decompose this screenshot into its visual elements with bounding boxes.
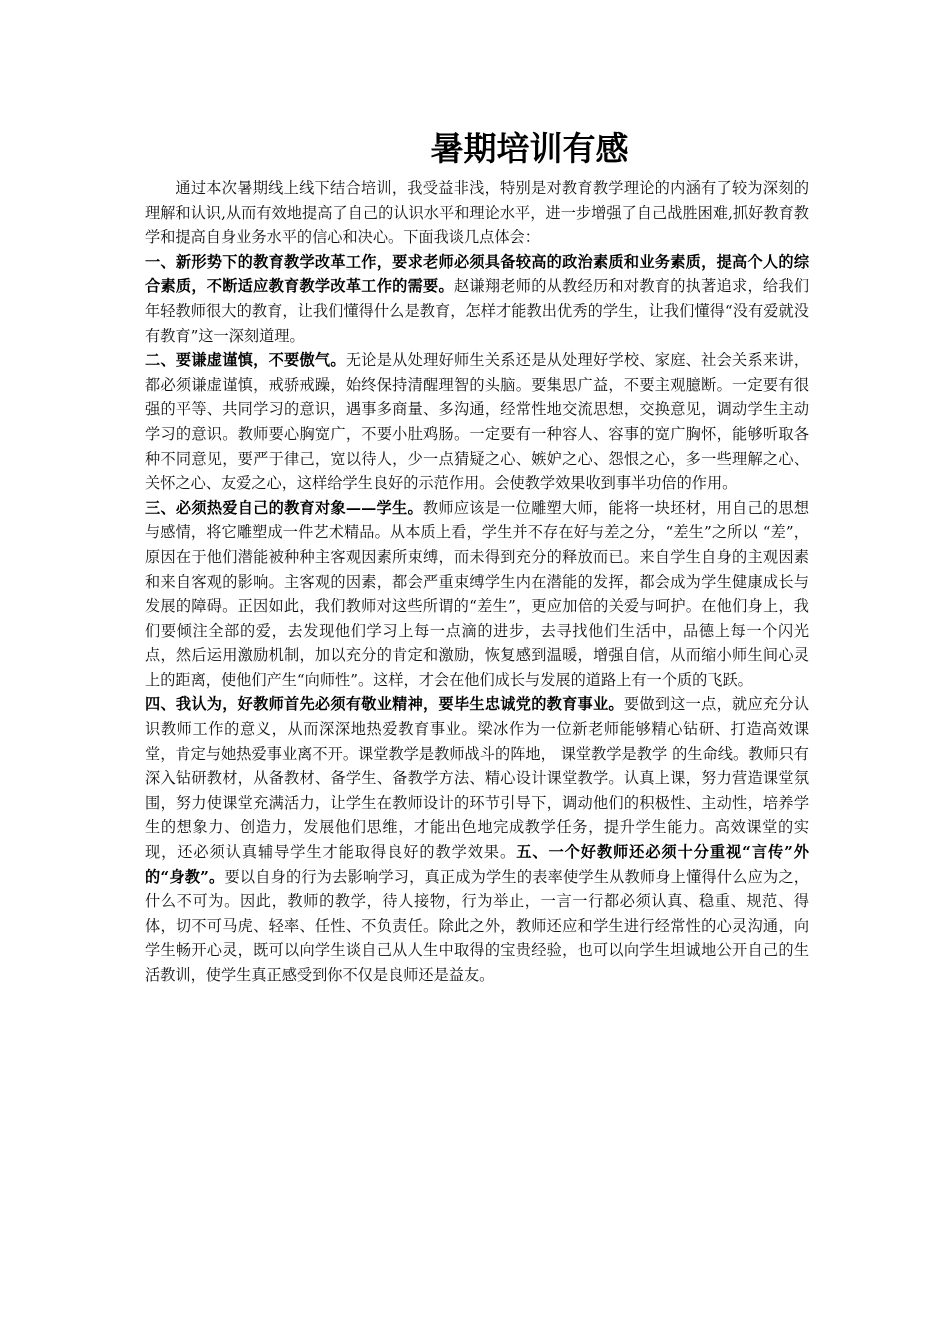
section-2-body: 无论是从处理好师生关系还是从处理好学校、家庭、社会关系来讲，都必须谦虚谨慎，戒骄戒躁，始终保持清醒理智的头脑。要集思广益，不要主观臆断。一定要有很强的平等、共同学习的意识，遇事多商量、多沟通，经常性地交流思想，交换意见，调动学生主动学习的意识。教师要心胸宽广，不要小肚鸡肠。一定要有一种容人、容事的宽广胸怀，能够听取各种不同意见，要严于律己，宽以待人，少一点猜疑之心、嫉妒之心、怨恨之心，多一些理解之心、关怀之心、友爱之心，这样给学生良好的示范作用。会使教学效果收到事半功倍的作用。	[145, 351, 810, 493]
section-5-body: 要以自身的行为去影响学习，真正成为学生的表率使学生从教师身上懂得什么应为之，什么不可为。因此，教师的教学，待人接物，行为举止，一言一行都必须认真、稳重、规范、得体，切不可马虎、轻率、任性、不负责任。除此之外，教师还应和学生进行经常性的心灵沟通，向学生畅开心灵，既可以向学生谈自己从人生中取得的宝贵经验，也可以向学生坦诚地公开自己的生活教训，使学生真正感受到你不仅是良师还是益友。	[145, 867, 809, 984]
section-1-body: 赵谦翔老师的从教经历和对教育的执著追求，给我们年轻教师很大的教育，让我们懂得什么是教育，怎样才能教出优秀的学生，让我们懂得“没有爱就没有教育”这一深刻道理。	[145, 277, 810, 345]
section-3-body: 教师应该是一位雕塑大师，能将一块坯材，用自己的思想与感情，将它雕塑成一件艺术精品。从本质上看，学生并不存在好与差之分，“差生”之所以 “差”，原因在于他们潜能被种种主客观因素所束缚，而未得到充分的释放而已。来自学生自身的主观因素和来自客观的影响。主客观的因素，都会严重束缚学生内在潜能的发挥，都会成为学生健康成长与发展的障碍。正因如此，我们教师对这些所谓的“差生”，更应加倍的关爱与呵护。在他们身上，我们要倾注全部的爱，去发现他们学习上每一点滴的进步，去寻找他们生活中，品德上每一个闪光点，然后运用激励机制，加以充分的肯定和激励，恢复感到温暖，增强自信，从而缩小师生间心灵上的距离，使他们产生“向师性”。这样，才会在他们成长与发展的道路上有一个质的飞跃。	[145, 498, 810, 689]
section-4-paragraph	[145, 692, 809, 987]
section-2-heading: 二、要谦虚谨慎，不要傲气。	[145, 351, 346, 370]
document-title: 暑期培训有感	[430, 129, 629, 168]
document-page	[145, 128, 809, 988]
section-4-body: 要做到这一点，就应充分认识教师工作的意义，从而深深地热爱教育事业。梁冰作为一位新老师能够精心钻研、打造高效课堂，肯定与她热爱事业离不开。课堂教学是教师战斗的阵地， 课堂教学是教学 的生命线。教师只有深入钻研教材，从备教材、备学生、备教学方法、精心设计课堂教学。认真上课，努力营造课堂氛围，努力使课堂充满活力，让学生在教师设计的环节引导下，调动他们的积极性、主动性，培养学生的想象力、创造力，发展他们思维，才能出色地完成教学任务，提升学生能力。高效课堂的实现，还必须认真辅导学生才能取得良好的教学效果。	[145, 695, 810, 862]
section-3-heading: 三、必须热爱自己的教育对象——学生。	[145, 498, 423, 517]
section-2-paragraph	[145, 348, 809, 496]
section-1-heading: 一、新形势下的教育教学改革工作，要求老师必须具备较高的政治素质和业务素质，提高个人的综合素质，不断适应教育教学改革工作的需要。	[145, 252, 809, 296]
section-5-heading: 五、一个好教师还必须十分重视“言传”外的“身教”。	[145, 843, 809, 886]
intro-paragraph: 通过本次暑期线上线下结合培训，我受益非浅，特别是对教育教学理论的内涵有了较为深刻的理解和认识,从而有效地提高了自己的认识水平和理论水平，进一步增强了自己战胜困难,抓好教育教学和提高自身业务水平的信心和决心。下面我谈几点体会：	[145, 179, 809, 247]
section-4-heading: 四、我认为，好教师首先必须有敬业精神，要毕生忠诚党的教育事业。	[145, 695, 624, 714]
section-1-paragraph	[145, 250, 809, 348]
section-3-paragraph	[145, 496, 809, 693]
